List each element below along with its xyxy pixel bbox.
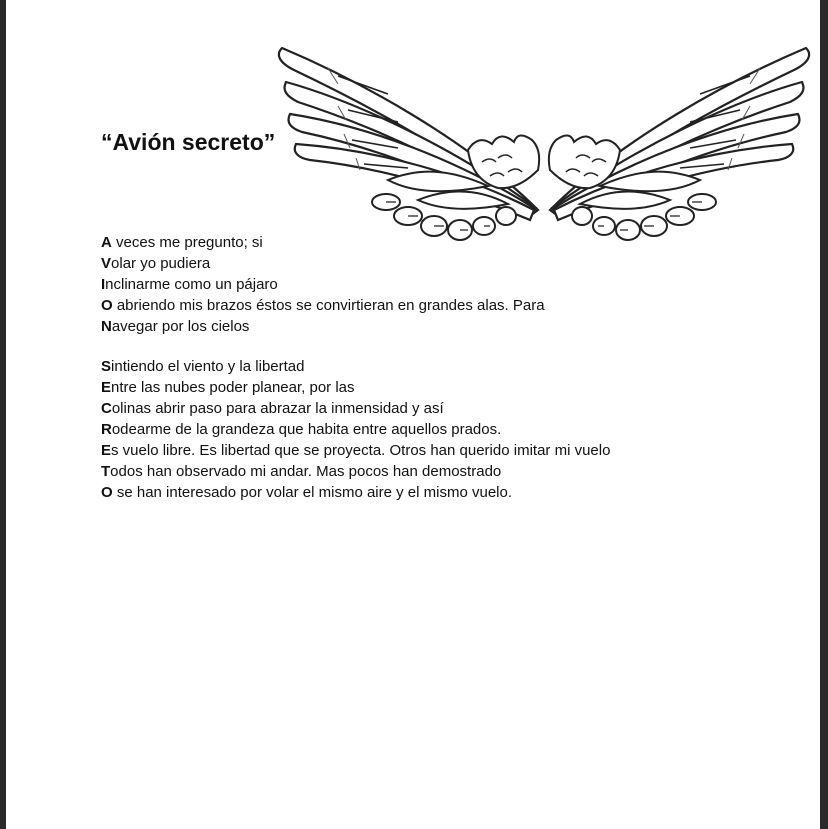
stanza-1 [101, 232, 610, 337]
poem-line: Rodearme de la grandeza que habita entre aquellos prados. [101, 421, 502, 438]
poem-body [101, 232, 610, 503]
poem-line: O se han interesado por volar el mismo aire y el mismo vuelo. [101, 484, 513, 501]
document-page [6, 0, 820, 829]
poem-line: Sintiendo el viento y la libertad [101, 358, 305, 375]
poem-line: A veces me pregunto; si [101, 234, 263, 251]
poem-line: Navegar por los cielos [101, 318, 250, 335]
poem-line: Todos han observado mi andar. Mas pocos han demostrado [101, 463, 502, 480]
angel-wings-icon [268, 40, 820, 245]
poem-line: Colinas abrir paso para abrazar la inmensidad y así [101, 400, 444, 417]
poem-line: Entre las nubes poder planear, por las [101, 379, 355, 396]
poem-line: Volar yo pudiera [101, 255, 211, 272]
poem-title: “Avión secreto” [101, 129, 276, 155]
stanza-2 [101, 356, 610, 503]
poem-line: O abriendo mis brazos éstos se convirtieran en grandes alas. Para [101, 297, 545, 314]
poem-line: Inclinarme como un pájaro [101, 276, 278, 293]
poem-line: Es vuelo libre. Es libertad que se proyecta. Otros han querido imitar mi vuelo [101, 442, 611, 459]
